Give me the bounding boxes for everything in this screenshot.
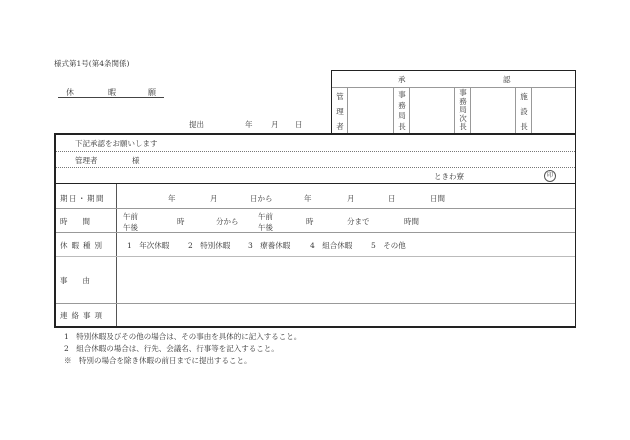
to-minute[interactable]: 分まで	[347, 217, 370, 226]
from-hour[interactable]: 時	[177, 217, 185, 226]
title-underline	[58, 97, 164, 98]
submission-label: 提出	[189, 120, 204, 129]
hours-count[interactable]: 時間	[404, 217, 419, 226]
form-number: 様式第1号(第4条関係)	[54, 59, 130, 68]
contact-field[interactable]	[118, 305, 574, 325]
label-leave-type: 休暇種別	[60, 241, 106, 250]
dorm-name: ときわ寮	[434, 172, 464, 181]
honorific: 様	[132, 156, 140, 165]
addressee: 管理者	[75, 156, 98, 165]
submission-month[interactable]: 月	[271, 120, 279, 129]
to-year[interactable]: 年	[304, 194, 312, 203]
from-pm[interactable]: 午後	[123, 223, 138, 232]
from-am[interactable]: 午前	[123, 212, 138, 221]
from-day[interactable]: 日から	[250, 194, 273, 203]
to-month[interactable]: 月	[347, 194, 355, 203]
seal-icon: 印	[544, 170, 556, 182]
note-1: 1 特別休暇及びその他の場合は、その事由を具体的に記入すること。	[64, 332, 302, 341]
from-minute[interactable]: 分から	[216, 217, 239, 226]
option-special-leave[interactable]: 2 特別休暇	[188, 241, 231, 250]
label-reason: 事 由	[60, 276, 90, 285]
option-annual-leave[interactable]: 1 年次休暇	[127, 241, 170, 250]
request-text: 下記承認をお願いします	[75, 139, 158, 148]
to-day[interactable]: 日	[388, 194, 396, 203]
approval-seal-manager[interactable]	[348, 88, 393, 133]
from-year[interactable]: 年	[168, 194, 176, 203]
to-hour[interactable]: 時	[306, 217, 314, 226]
option-medical-leave[interactable]: 3 療養休暇	[248, 241, 291, 250]
approval-header-left: 承	[398, 75, 406, 84]
note-3: ※ 特別の場合を除き休暇の前日までに提出すること。	[64, 356, 252, 365]
title-char: 願	[148, 88, 156, 97]
approval-seal-facility-director[interactable]	[532, 88, 575, 133]
reason-field[interactable]	[118, 258, 574, 302]
label-time: 時 間	[60, 217, 90, 226]
submission-day[interactable]: 日	[295, 120, 303, 129]
option-union-leave[interactable]: 4 組合休暇	[310, 241, 353, 250]
approval-seal-secretary-general[interactable]	[410, 88, 454, 133]
approval-label-secretary-general: 事 務 局 長	[398, 90, 406, 131]
days-count[interactable]: 日間	[430, 194, 445, 203]
title-char: 休	[66, 88, 74, 97]
option-other[interactable]: 5 その他	[371, 241, 406, 250]
approval-label-facility-director: 施 設 長	[520, 92, 528, 131]
note-2: 2 組合休暇の場合は、行先、会議名、行事等を記入すること。	[64, 344, 279, 353]
approval-seal-deputy-secretary[interactable]	[471, 88, 515, 133]
label-contact: 連絡事項	[60, 311, 106, 320]
to-am[interactable]: 午前	[258, 212, 273, 221]
submission-year[interactable]: 年	[245, 120, 253, 129]
approval-header-right: 認	[503, 75, 511, 84]
label-date-period: 期日・期間	[60, 194, 105, 203]
from-month[interactable]: 月	[210, 194, 218, 203]
title-char: 暇	[108, 88, 116, 97]
approval-label-deputy-secretary: 事 務 局 次 長	[459, 88, 467, 131]
approval-label-manager: 管 理 者	[336, 92, 344, 131]
to-pm[interactable]: 午後	[258, 223, 273, 232]
